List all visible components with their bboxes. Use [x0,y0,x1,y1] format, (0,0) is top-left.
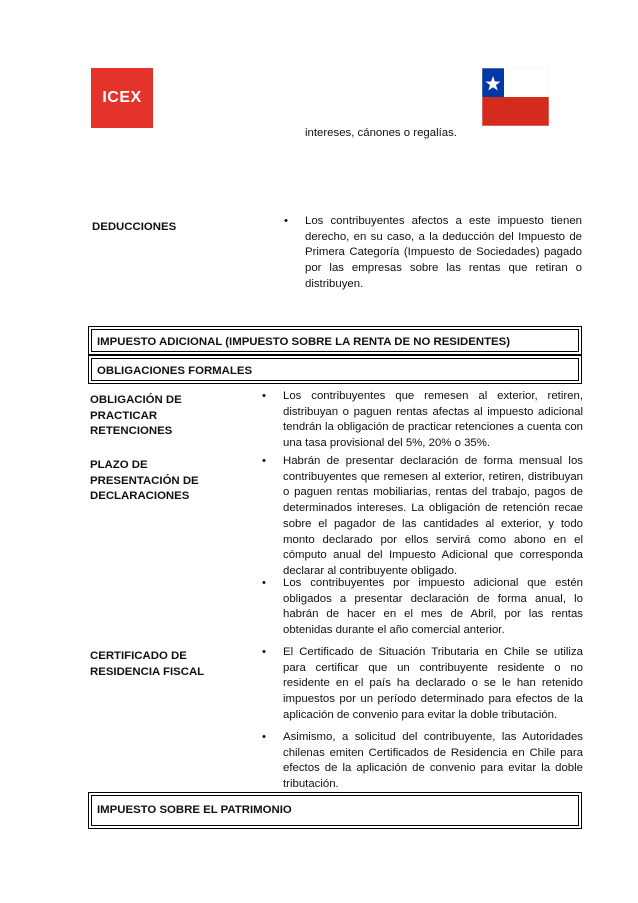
certificado-text-1: El Certificado de Situación Tributaria en Chile se utiliza para certificar que un contribuyente residente o no residente en el país ha declarado o se le han retenido impuestos por un período determinado para efectos de la aplicación de convenio para evitar la doble tributación. [283,646,583,721]
bullet-icon: • [262,731,266,743]
bullet-icon: • [262,577,266,589]
bullet-icon: • [284,215,288,227]
continuation-text: intereses, cánones o regalías. [305,127,457,139]
bullet-icon: • [262,646,266,658]
chile-flag-icon [482,68,549,126]
deducciones-label: DEDUCCIONES [92,221,177,233]
deducciones-text: Los contribuyentes afectos a este impuesto tienen derecho, en su caso, a la deducción del Impuesto de Primera Categoría (Impuesto de Sociedades) pagado por las empresas sobre las rentas que retiran o distribuyen. [305,215,582,290]
obligacion-text: Los contribuyentes que remesen al exterior, retiren, distribuyan o paguen rentas afectas al impuesto adicional tendrán la obligación de practicar retenciones a cuenta con una tasa provisional del 5%, 20% o 35%. [283,390,583,450]
plazo-text-2: Los contribuyentes por impuesto adicional que estén obligados a presentar declaración de forma anual, lo habrán de hacer en el mes de Abril, por las rentas obtenidas durante el año comercial anterior. [283,577,583,637]
icex-logo-text: ICEX [102,89,142,106]
section-patrimonio-title: IMPUESTO SOBRE EL PATRIMONIO [97,804,292,816]
bullet-icon: • [262,390,266,402]
section-impuesto-adicional-title: IMPUESTO ADICIONAL (IMPUESTO SOBRE LA RENTA DE NO RESIDENTES) [97,336,511,348]
obligacion-label: OBLIGACIÓN DE PRACTICAR RETENCIONES [90,394,182,438]
certificado-text-2: Asimismo, a solicitud del contribuyente, las Autoridades chilenas emiten Certificados de Residencia en Chile para efectos de la aplicación de convenio para evitar la doble tributación. [283,731,583,791]
plazo-text-1: Habrán de presentar declaración de forma mensual los contribuyentes que remesen al exterior, retiren, distribuyan o paguen rentas mobiliarias, rentas del trabajo, pagos de determinados intereses. La obligación de retención recae sobre el pagador de las cantidades al exterior, y todo monto declarado por ellos servirá como abono en el cómputo anual del Impuesto Adicional que corresponda declarar al contribuyente obligado. [283,455,583,577]
section-obligaciones-title: OBLIGACIONES FORMALES [97,365,253,377]
certificado-label: CERTIFICADO DE RESIDENCIA FISCAL [90,650,205,678]
section-impuesto-adicional [88,326,582,355]
section-impuesto-patrimonio [88,792,582,829]
bullet-icon: • [262,455,266,467]
plazo-label: PLAZO DE PRESENTACIÓN DE DECLARACIONES [90,459,199,503]
icex-logo [91,68,153,128]
section-obligaciones-formales [88,355,582,384]
